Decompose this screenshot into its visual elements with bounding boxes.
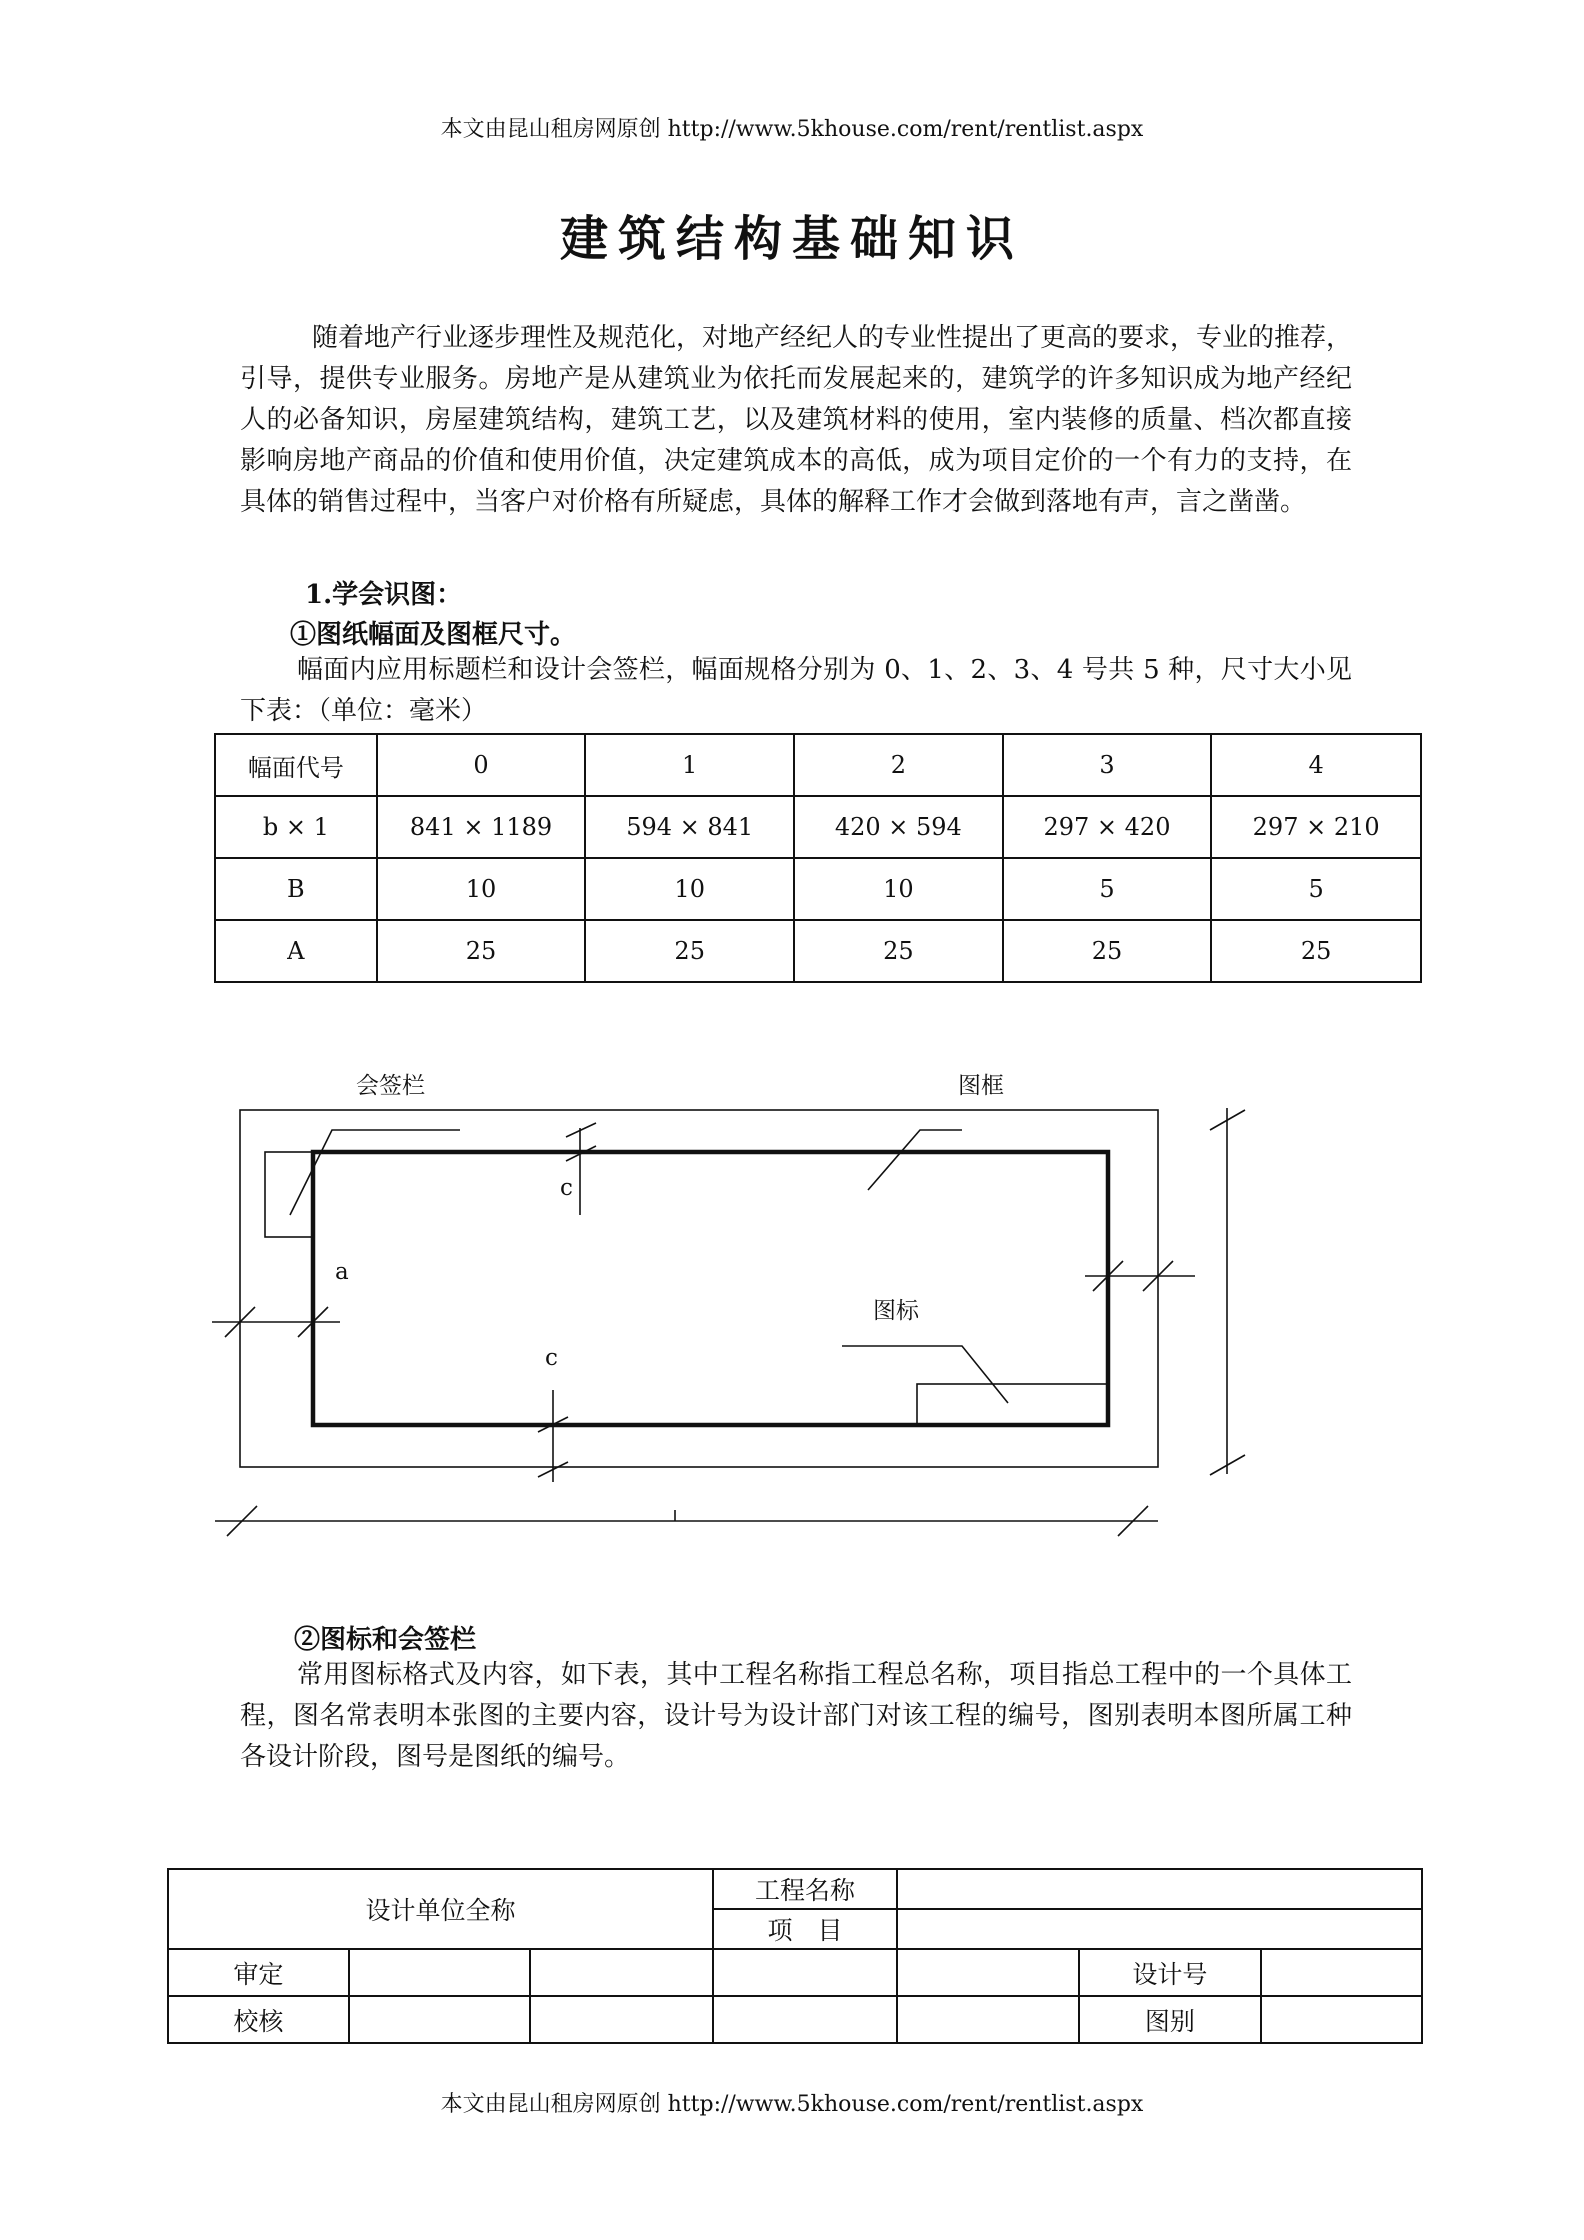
table-row	[215, 920, 1421, 982]
table-cell: 10	[794, 858, 1003, 920]
leader-titleblock	[842, 1346, 1008, 1403]
row-header-cell: A	[215, 920, 377, 982]
table-cell: 3	[1003, 734, 1212, 796]
design-unit-cell: 设计单位全称	[168, 1869, 713, 1949]
label-countersign: 会签栏	[356, 1073, 425, 1099]
section-heading: 1.学会识图：	[305, 580, 463, 610]
empty-cell	[897, 1949, 1079, 1996]
document-title: 建筑结构基础知识	[559, 211, 1024, 267]
table-row	[215, 734, 1421, 796]
table-cell: 0	[377, 734, 586, 796]
table-cell: 25	[377, 920, 586, 982]
intro-paragraph: 随着地产行业逐步理性及规范化，对地产经纪人的专业性提出了更高的要求，专业的推荐，引导，提供专业服务。房地产是从建筑业为依托而发展起来的，建筑学的许多知识成为地产经纪人的必备知识，房屋建筑结构，建筑工艺，以及建筑材料的使用，室内装修的质量、档次都直接影响房地产商品的价值和使用价值，决定建筑成本的高低，成为项目定价的一个有力的支持，在具体的销售过程中，当客户对价格有所疑虑，具体的解释工作才会做到落地有声，言之凿凿。	[240, 323, 1353, 517]
design-no-value	[1261, 1949, 1422, 1996]
empty-cell	[897, 1996, 1079, 2043]
table-row	[215, 796, 1421, 858]
design-no-label: 设计号	[1079, 1949, 1262, 1996]
table-cell: 594 × 841	[585, 796, 794, 858]
table-cell: 25	[1211, 920, 1421, 982]
table-cell: 25	[794, 920, 1003, 982]
check-label: 校核	[168, 1996, 349, 2043]
table-cell: 10	[377, 858, 586, 920]
review-label: 审定	[168, 1949, 349, 1996]
project-name-value	[897, 1869, 1422, 1909]
table-cell: 5	[1003, 858, 1212, 920]
titleblock-table	[167, 1868, 1423, 2044]
row-header-cell: b × 1	[215, 796, 377, 858]
sheet-size-paragraph: 幅面内应用标题栏和设计会签栏，幅面规格分别为 0、1、2、3、4 号共 5 种，尺寸大小见下表：（单位：毫米）	[240, 655, 1352, 726]
label-titleblock: 图标	[873, 1298, 919, 1324]
row-header-cell: 幅面代号	[215, 734, 377, 796]
page-header: 本文由昆山租房网原创 http://www.5khouse.com/rent/rentlist.aspx	[440, 117, 1144, 142]
table-cell: 25	[1003, 920, 1212, 982]
countersign-box	[265, 1152, 313, 1237]
table-cell: 4	[1211, 734, 1421, 796]
table-cell: 841 × 1189	[377, 796, 586, 858]
leader-frame	[868, 1130, 962, 1190]
table-cell: 297 × 420	[1003, 796, 1212, 858]
item-label: 项 目	[713, 1909, 897, 1949]
table-cell: 1	[585, 734, 794, 796]
empty-cell	[530, 1996, 713, 2043]
empty-cell	[349, 1949, 531, 1996]
subsection-heading-sheet-size: ①图纸幅面及图框尺寸。	[290, 620, 577, 650]
sheet-boundary	[240, 1110, 1158, 1467]
empty-cell	[349, 1996, 531, 2043]
label-a: a	[335, 1259, 349, 1285]
empty-cell	[530, 1949, 713, 1996]
sheet-size-table	[214, 733, 1422, 983]
label-c-bottom: c	[545, 1345, 558, 1371]
table-row	[215, 858, 1421, 920]
empty-cell	[713, 1949, 897, 1996]
project-name-label: 工程名称	[713, 1869, 897, 1909]
table-cell: 420 × 594	[794, 796, 1003, 858]
sheet-frame-diagram	[0, 1050, 1584, 1570]
empty-cell	[713, 1996, 897, 2043]
table-cell: 2	[794, 734, 1003, 796]
row-header-cell: B	[215, 858, 377, 920]
category-value	[1261, 1996, 1422, 2043]
leader-countersign	[290, 1130, 460, 1215]
label-c-top: c	[560, 1175, 573, 1201]
category-label: 图别	[1079, 1996, 1262, 2043]
table-cell: 25	[585, 920, 794, 982]
label-frame: 图框	[958, 1073, 1004, 1099]
titleblock-paragraph: 常用图标格式及内容，如下表，其中工程名称指工程总名称，项目指总工程中的一个具体工程，图名常表明本张图的主要内容，设计号为设计部门对该工程的编号，图别表明本图所属工种各设计阶段，图号是图纸的编号。	[240, 1660, 1352, 1772]
titleblock-box	[917, 1384, 1108, 1425]
item-value	[897, 1909, 1422, 1949]
table-cell: 297 × 210	[1211, 796, 1421, 858]
page-footer: 本文由昆山租房网原创 http://www.5khouse.com/rent/rentlist.aspx	[440, 2092, 1144, 2117]
subsection-heading-titleblock: ②图标和会签栏	[294, 1625, 477, 1655]
table-cell: 10	[585, 858, 794, 920]
table-cell: 5	[1211, 858, 1421, 920]
